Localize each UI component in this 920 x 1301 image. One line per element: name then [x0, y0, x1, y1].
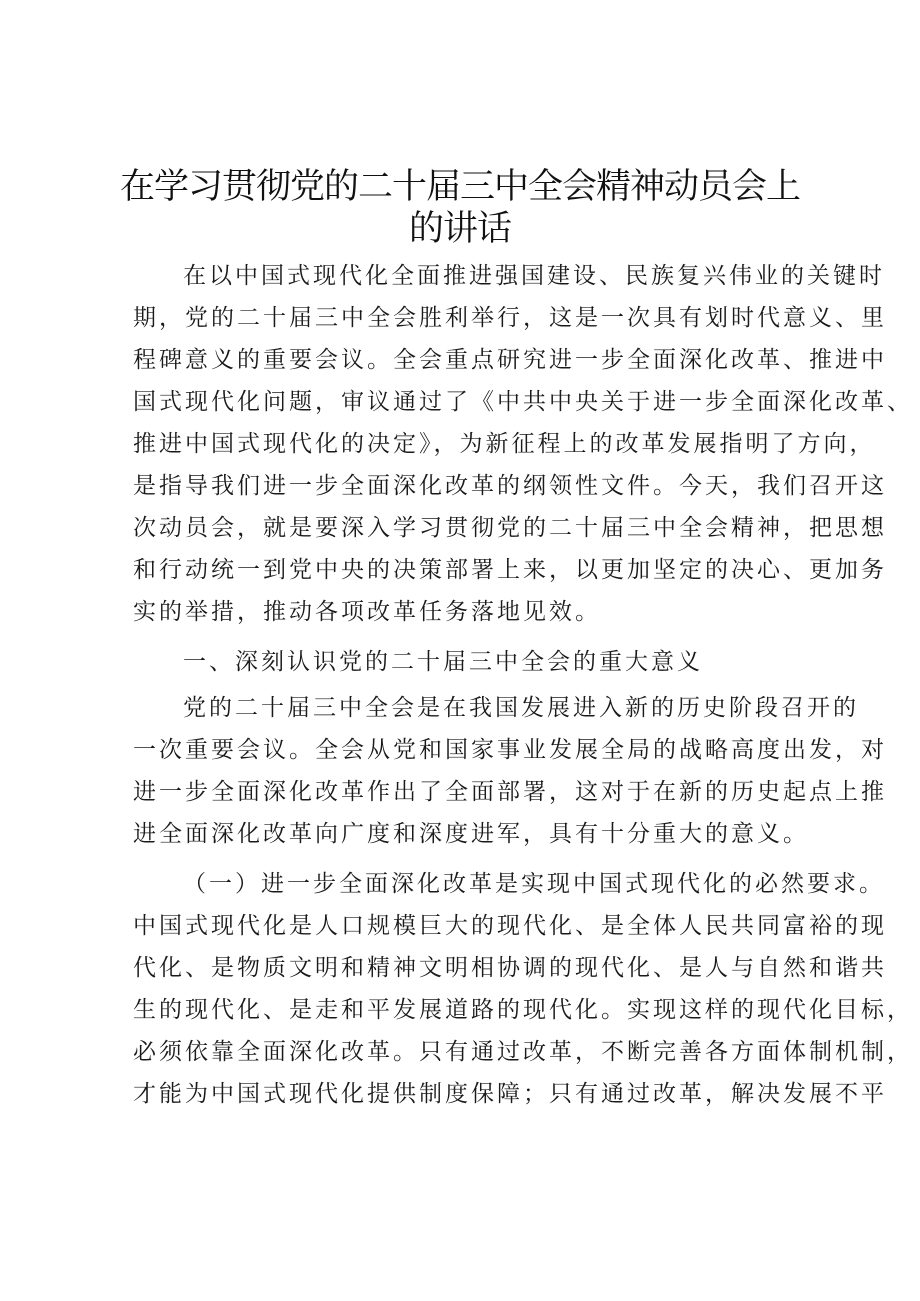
body-line: 推进中国式现代化的决定》，为新征程上的改革发展指明了方向， [133, 431, 876, 457]
body-line: 党的二十届三中全会是在我国发展进入新的历史阶段召开的 [183, 695, 859, 721]
body-line: 是指导我们进一步全面深化改革的纲领性文件。今天，我们召开这 [133, 473, 887, 499]
subsection-heading: （一）进一步全面深化改革是实现中国式现代化的必然要求。 [183, 871, 885, 897]
document-title-line-2: 的讲话 [408, 209, 511, 249]
body-line: 和行动统一到党中央的决策部署上来，以更加坚定的决心、更加务 [133, 557, 887, 583]
body-line: 必须依靠全面深化改革。只有通过改革，不断完善各方面体制机制， [133, 1039, 913, 1065]
body-line: 程碑意义的重要会议。全会重点研究进一步全面深化改革、推进中 [133, 347, 887, 373]
body-line: 国式现代化问题，审议通过了《中共中央关于进一步全面深化改革、 [133, 389, 913, 415]
body-line: 进全面深化改革向广度和深度进军，具有十分重大的意义。 [133, 821, 809, 847]
body-line: 次动员会，就是要深入学习贯彻党的二十届三中全会精神，把思想 [133, 515, 887, 541]
body-line: 期，党的二十届三中全会胜利举行，这是一次具有划时代意义、里 [133, 305, 887, 331]
document-title-line-1: 在学习贯彻党的二十届三中全会精神动员会上 [120, 167, 801, 207]
body-line: 生的现代化、是走和平发展道路的现代化。实现这样的现代化目标， [133, 997, 913, 1023]
body-line: 代化、是物质文明和精神文明相协调的现代化、是人与自然和谐共 [133, 955, 887, 981]
body-line: 才能为中国式现代化提供制度保障；只有通过改革，解决发展不平 [133, 1081, 887, 1107]
body-line: 在以中国式现代化全面推进强国建设、民族复兴伟业的关键时 [183, 263, 885, 289]
body-line: 进一步全面深化改革作出了全面部署，这对于在新的历史起点上推 [133, 779, 887, 805]
section-heading: 一、深刻认识党的二十届三中全会的重大意义 [183, 649, 703, 675]
body-line: 一次重要会议。全会从党和国家事业发展全局的战略高度出发，对 [133, 737, 887, 763]
body-line: 中国式现代化是人口规模巨大的现代化、是全体人民共同富裕的现 [133, 913, 887, 939]
body-line: 实的举措，推动各项改革任务落地见效。 [133, 599, 601, 625]
